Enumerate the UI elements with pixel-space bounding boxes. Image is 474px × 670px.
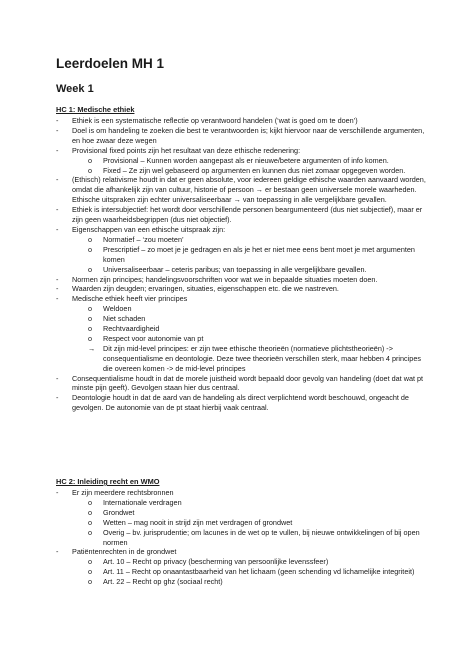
list-item <box>56 547 428 557</box>
bullet-marker: - <box>56 294 59 304</box>
list-item-text: Overig – bv. jurisprudentie; om lacunes in de wet op te vullen, bij nieuwe ontwikkelingen of bij open normen <box>103 527 420 547</box>
bullet-marker: o <box>88 314 93 324</box>
bullet-marker: o <box>88 244 93 254</box>
list-item-text: Consequentialisme houdt in dat de morele juistheid wordt bepaald door gevolg van handeling (doet dat wat pt minste pijn geeft). Gevolgen staan hier dus centraal. <box>72 373 424 393</box>
list-item-text: Dit zijn mid-level principes: er zijn twee ethische theorieën (normatieve plichtstheorieën) -> consequentialisme en deontologie. Deze twee theorieën verschillen sterk, maar hebben 4 principes die overeen komen -> de mid-level principes <box>103 343 421 373</box>
list-item-text: Waarden zijn deugden; ervaringen, situaties, eigenschappen etc. die we nastreven. <box>72 284 339 294</box>
list-item-text: Weldoen <box>103 304 132 314</box>
list-item-text: Provisional – Kunnen worden aangepast als er nieuwe/betere argumenten of info komen. <box>103 155 389 165</box>
list-item-text: Eigenschappen van een ethische uitspraak zijn: <box>72 224 226 234</box>
list-item-text: Art. 22 – Recht op ghz (sociaal recht) <box>103 577 223 587</box>
list-item <box>56 245 428 265</box>
arrow-bullet-icon: → <box>88 343 96 353</box>
bullet-marker: o <box>88 264 93 274</box>
list-item <box>56 508 428 518</box>
bullet-marker: - <box>56 393 59 403</box>
section-heading-hc2: HC 2: Inleiding recht en WMO <box>56 477 160 486</box>
bullet-marker: - <box>56 284 59 294</box>
bullet-marker: - <box>56 145 59 155</box>
list-item-text: Niet schaden <box>103 314 146 324</box>
section-list-hc2 <box>56 488 428 587</box>
bullet-marker: - <box>56 488 59 497</box>
bullet-marker: o <box>88 155 93 165</box>
bullet-marker: o <box>88 304 93 314</box>
list-item <box>56 304 428 314</box>
bullet-marker: - <box>56 175 59 185</box>
list-item-text: Ethische uitspraken zijn echter universaliseerbaar → van toepassing in alle vergelijkbare gevallen. <box>72 195 387 205</box>
list-item-text: Ethiek is intersubjectief: het wordt door verschillende personen beargumenteerd (dus niet subjectief), maar er zijn geen waarheidsbegrippen (dus niet objectief). <box>72 205 423 225</box>
list-item <box>56 393 428 413</box>
bullet-marker: - <box>56 373 59 383</box>
bullet-marker: o <box>88 527 93 537</box>
bullet-marker: o <box>88 557 93 567</box>
list-item-text: Deontologie houdt in dat de aard van de handeling als direct verplichtend wordt beschouwd, ongeacht de gevolgen. De autonomie van de pt staat hierbij vaak centraal. <box>72 393 409 413</box>
bullet-marker: - <box>56 274 59 284</box>
bullet-marker: - <box>56 116 59 125</box>
list-item-text: Respect voor autonomie van pt <box>103 333 204 343</box>
bullet-marker: - <box>56 224 59 234</box>
list-item-text: Normen zijn principes; handelingsvoorschriften voor wat we in bepaalde situaties moeten doen. <box>72 274 378 284</box>
bullet-marker: - <box>56 205 59 215</box>
bullet-marker: o <box>88 234 93 244</box>
bullet-marker: o <box>88 507 93 517</box>
document-title: Leerdoelen MH 1 <box>56 56 165 71</box>
list-item-text: Universaliseerbaar – ceteris paribus; van toepassing in alle vergelijkbare gevallen. <box>103 264 367 274</box>
list-item <box>56 334 428 344</box>
list-item-text: Ethiek is een systematische reflectie op verantwoord handelen (‘wat is goed om te doen’) <box>72 116 358 125</box>
list-item <box>56 116 428 126</box>
bullet-marker: o <box>88 517 93 527</box>
list-item-text: Fixed – Ze zijn wel gebaseerd op argumenten en kunnen dus niet zomaar opgegeven worden. <box>103 165 406 175</box>
week-heading: Week 1 <box>56 83 94 95</box>
list-item <box>56 195 428 205</box>
list-item <box>56 294 428 304</box>
list-item-text: Rechtvaardigheid <box>103 324 160 334</box>
section-heading-hc1: HC 1: Medische ethiek <box>56 105 135 114</box>
list-item <box>56 166 428 176</box>
list-item <box>56 498 428 508</box>
list-item <box>56 175 428 195</box>
list-item-text: Patiëntenrechten in de grondwet <box>72 547 177 557</box>
list-item-text: Doel is om handeling te zoeken die best te verantwoorden is; kijkt hiervoor naar de verschillende argumenten, en hoe zwaar deze wegen <box>72 125 425 145</box>
list-item-text: Medische ethiek heeft vier principes <box>72 294 188 304</box>
bullet-marker: o <box>88 567 93 577</box>
list-item-text: Art. 11 – Recht op onaantastbaarheid van het lichaam (geen schending vd lichamelijke integriteit) <box>103 567 415 577</box>
bullet-marker: o <box>88 577 93 587</box>
bullet-marker: o <box>88 497 93 507</box>
bullet-marker: o <box>88 324 93 334</box>
list-item <box>56 314 428 324</box>
list-item <box>56 344 428 374</box>
list-item <box>56 577 428 587</box>
list-item <box>56 374 428 394</box>
list-item <box>56 324 428 334</box>
list-item <box>56 205 428 225</box>
list-item <box>56 275 428 285</box>
list-item <box>56 156 428 166</box>
bullet-marker: o <box>88 165 93 175</box>
list-item-text: Normatief – ‘zou moeten’ <box>103 234 184 244</box>
bullet-marker: - <box>56 547 59 557</box>
list-item <box>56 126 428 146</box>
list-item-text: Wetten – mag nooit in strijd zijn met verdragen of grondwet <box>103 517 293 527</box>
list-item <box>56 528 428 548</box>
list-item-text: Art. 10 – Recht op privacy (bescherming van persoonlijke levenssfeer) <box>103 557 329 567</box>
list-item-text: Provisional fixed points zijn het resultaat van deze ethische redenering: <box>72 145 301 155</box>
list-item <box>56 225 428 235</box>
list-item <box>56 265 428 275</box>
list-item <box>56 557 428 567</box>
list-item-text: Internationale verdragen <box>103 497 182 507</box>
list-item <box>56 235 428 245</box>
list-item-text: Grondwet <box>103 507 135 517</box>
bullet-marker: o <box>88 333 93 343</box>
list-item-text: Prescriptief – zo moet je je gedragen en als je het er niet mee eens bent moet je met argumenten komen <box>103 244 415 264</box>
list-item-text: Er zijn meerdere rechtsbronnen <box>72 488 174 497</box>
bullet-marker: - <box>56 125 59 135</box>
list-item <box>56 567 428 577</box>
list-item <box>56 284 428 294</box>
section-list-hc1 <box>56 116 428 413</box>
list-item-text: (Ethisch) relativisme houdt in dat er geen absolute, voor iedereen geldige ethische waarden aanvaard worden, omdat die afhankelijk zijn van cultuur, historie of persoon → er bestaan geen universele morele waarheden. <box>72 175 426 195</box>
list-item <box>56 518 428 528</box>
list-item <box>56 146 428 156</box>
list-item <box>56 488 428 498</box>
